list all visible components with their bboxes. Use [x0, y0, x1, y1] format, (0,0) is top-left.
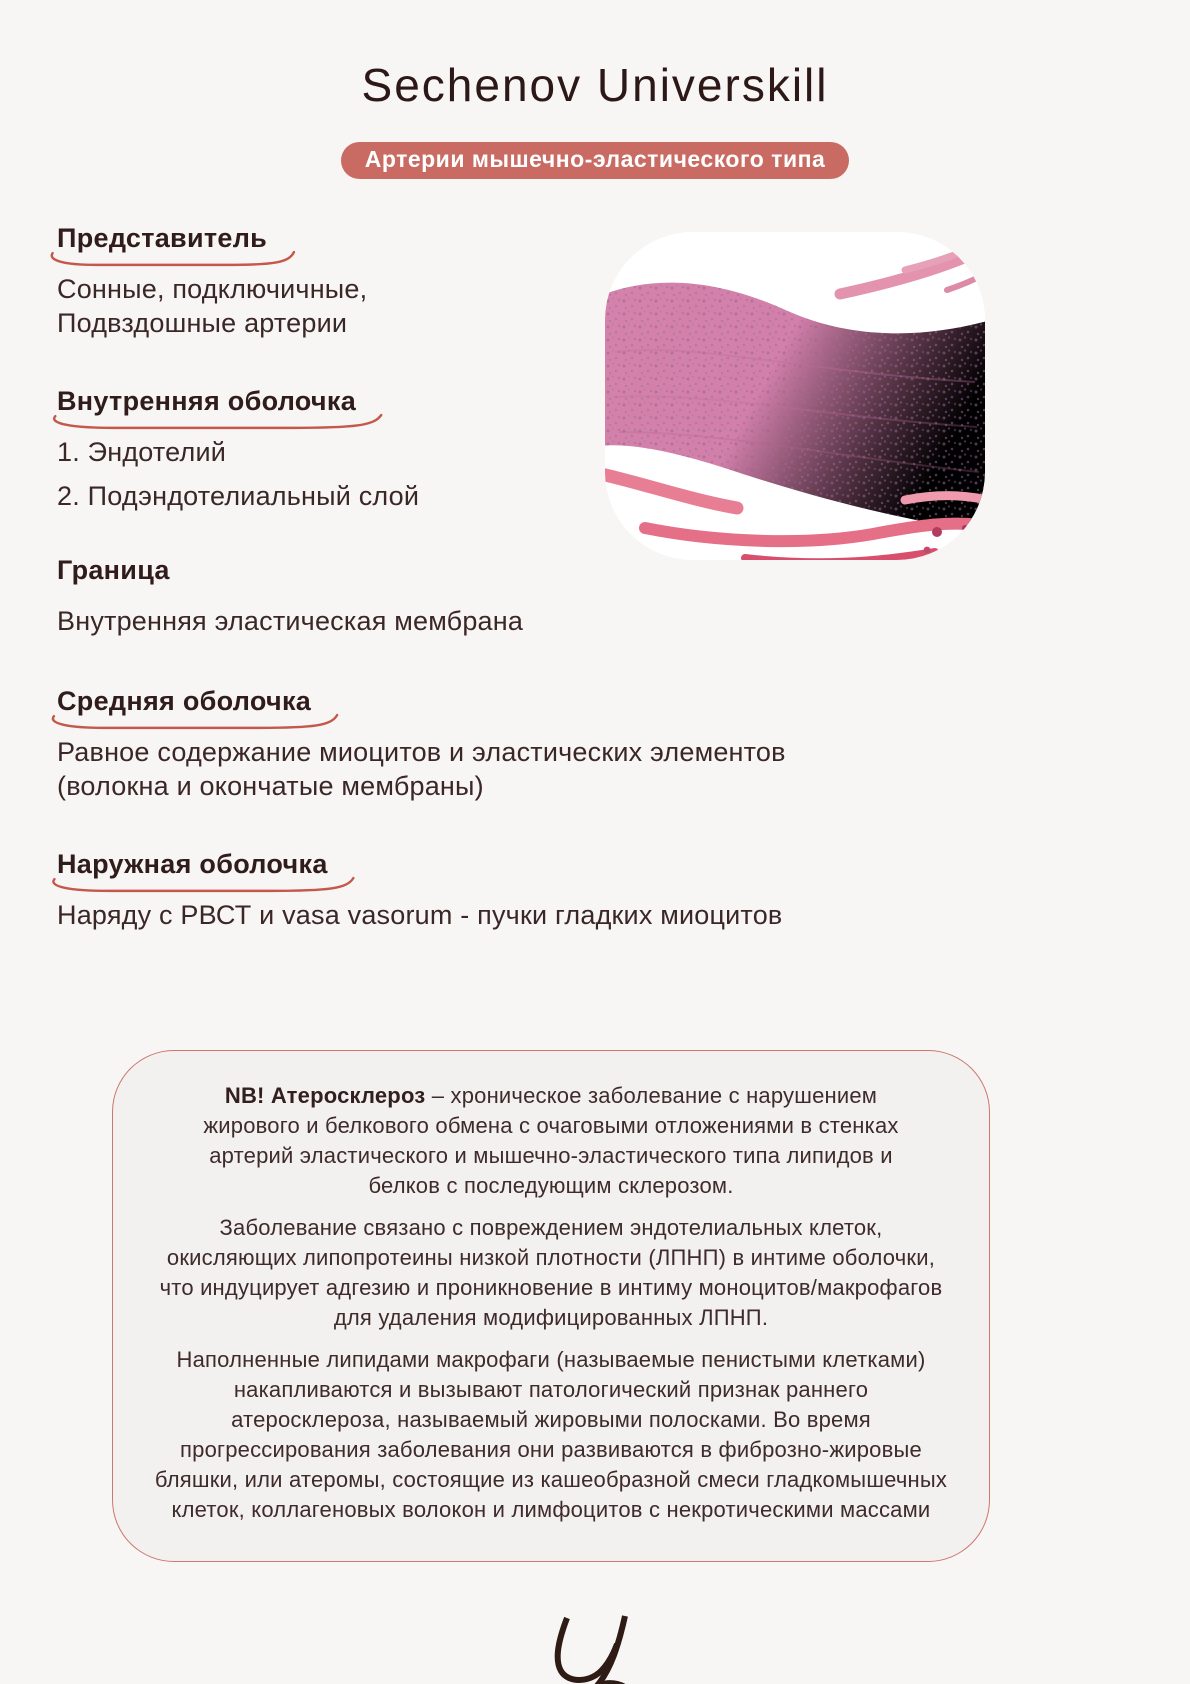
logo-row — [0, 1614, 1190, 1684]
underline-swoosh-icon — [45, 714, 343, 730]
body-line: (волокна и окончатые мембраны) — [57, 771, 484, 801]
underline-swoosh-icon — [45, 414, 388, 430]
section-heading — [57, 686, 311, 717]
section-heading — [57, 386, 356, 417]
body-line: Наряду с РВСТ и vasa vasorum - пучки гладких миоцитов — [57, 900, 783, 930]
artery-micrograph-drawing — [605, 232, 985, 560]
section-title: Средняя оболочка — [57, 686, 312, 716]
section-heading — [57, 555, 170, 586]
section-heading — [57, 223, 267, 254]
note-text: – хроническое заболевание с нарушением жирового и белкового обмена с очаговыми отложениями в стенках артерий эластического и мышечно-эластического типа липидов и белков с последующим склерозом. — [203, 1083, 899, 1198]
note-paragraph — [176, 1081, 926, 1201]
section-title: Наружная оболочка — [57, 849, 328, 879]
body-line: Равное содержание миоцитов и эластических элементов — [57, 737, 786, 767]
topic-badge: Артерии мышечно-эластического типа — [341, 142, 850, 179]
list-item: 2. Подэндотелиальный слой — [57, 481, 420, 511]
section-title: Представитель — [57, 223, 268, 253]
badge-row — [0, 142, 1190, 179]
artery-histology-image — [605, 232, 985, 560]
note-paragraph: Заболевание связано с повреждением эндотелиальных клеток, окисляющих липопротеины низкой плотности (ЛПНП) в интиме оболочки, что индуцирует адгезию и проникновение в интиму моноцитов/макрофагов для удаления модифицированных ЛПНП. — [159, 1215, 943, 1330]
underline-swoosh-icon — [45, 877, 360, 893]
note-lead: NB! Атеросклероз — [224, 1083, 426, 1108]
section-outer-layer — [57, 849, 1137, 932]
section-body — [57, 898, 1137, 932]
note-paragraph: Наполненные липидами макрофаги (называемые пенистыми клетками) накапливаются и вызывают патологический признак раннего атеросклероза, называемый жировыми полосками. Во время прогрессирования заболевания они развиваются в фиброзно-жировые бляшки, или атеромы, состоящие из кашеобразной смеси гладкомышечных клеток, коллагеновых волокон и лимфоцитов с некротическими массами — [154, 1347, 948, 1522]
list-item: 1. Эндотелий — [57, 437, 227, 467]
universkill-us-logo-icon — [545, 1614, 645, 1684]
section-title: Внутренняя оболочка — [57, 386, 357, 416]
section-title: Граница — [57, 555, 170, 585]
section-heading — [57, 849, 328, 880]
nb-note-box — [112, 1050, 990, 1562]
body-line: Подвздошные артерии — [57, 308, 348, 338]
section-boundary — [57, 555, 1137, 638]
section-body — [57, 735, 1137, 803]
body-line: Сонные, подключичные, — [57, 274, 368, 304]
section-body — [57, 604, 1137, 638]
section-middle-layer — [57, 686, 1137, 803]
body-line: Внутренняя эластическая мембрана — [57, 606, 524, 636]
underline-swoosh-icon — [45, 251, 299, 267]
page-title: Sechenov Universkill — [361, 59, 829, 111]
